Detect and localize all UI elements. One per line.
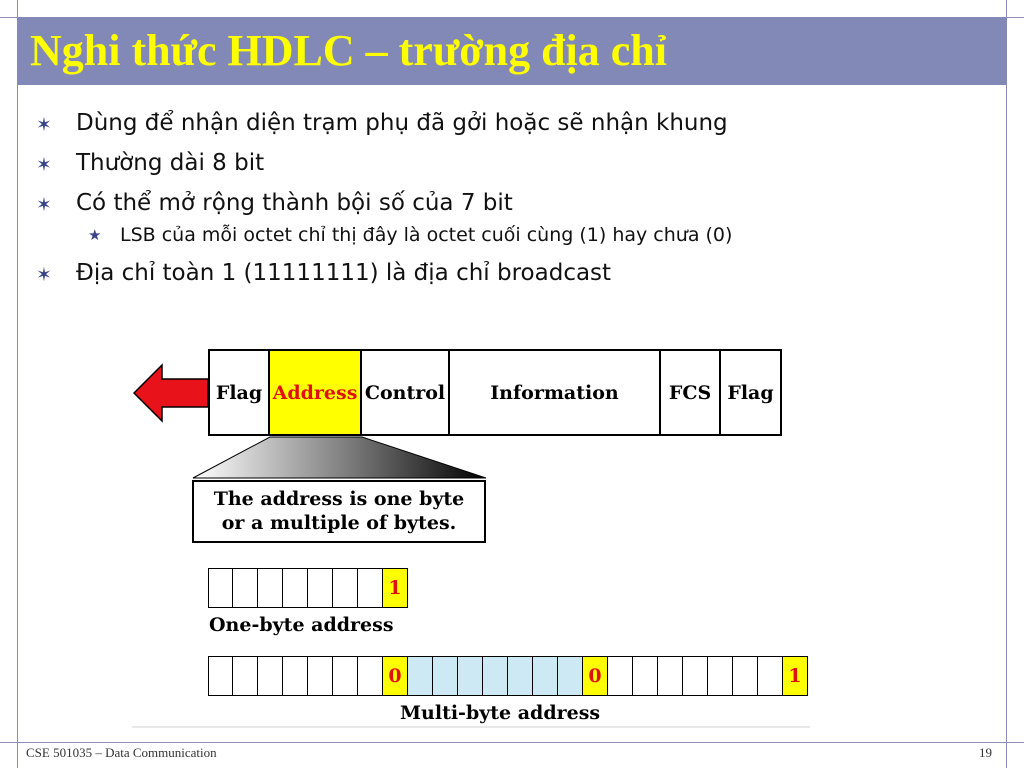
lsb-bit-cell: 0 [383, 656, 408, 696]
bit-cell [458, 656, 483, 696]
bit-cell [433, 656, 458, 696]
bullet-item [36, 190, 996, 217]
field-label: Information [490, 381, 619, 404]
bit-cell [258, 656, 283, 696]
bullet-item [36, 150, 996, 177]
address-note-box [192, 480, 486, 543]
bullet-text: Thường dài 8 bit [76, 150, 265, 176]
one-byte-address [208, 568, 408, 608]
slide-title: Nghi thức HDLC – trường địa chỉ [30, 26, 667, 75]
footer-course: CSE 501035 – Data Communication [26, 745, 217, 760]
bit-cell [333, 656, 358, 696]
bit-cell [633, 656, 658, 696]
bit-cell [283, 656, 308, 696]
frame-field-control [362, 349, 450, 436]
bit-cell [258, 568, 283, 608]
bit-cell [233, 656, 258, 696]
sub-bullet-text: LSB của mỗi octet chỉ thị đây là octet cuối cùng (1) hay chưa (0) [120, 224, 733, 246]
small-star-bullet-icon: ★ [88, 226, 102, 244]
bit-cell [658, 656, 683, 696]
bit-cell [733, 656, 758, 696]
bullet-item [36, 260, 996, 287]
bit-cell [758, 656, 783, 696]
lsb-bit-cell: 1 [783, 656, 808, 696]
star-bullet-icon: ✶ [36, 154, 52, 176]
bit-cell [483, 656, 508, 696]
frame-line-left [17, 0, 18, 768]
bit-cell [558, 656, 583, 696]
frame-line-right [1006, 0, 1007, 768]
sub-bullet-item [36, 223, 996, 247]
address-expansion-fan [193, 437, 486, 478]
bit-cell [283, 568, 308, 608]
bit-cell [708, 656, 733, 696]
footer-page-number: 19 [979, 745, 992, 760]
multi-byte-caption: Multi-byte address [400, 702, 601, 724]
field-label: Flag [727, 381, 774, 404]
frame-field-address [270, 349, 362, 436]
bit-cell [508, 656, 533, 696]
bit-cell [683, 656, 708, 696]
frame-field-fcs [661, 349, 721, 436]
star-bullet-icon: ✶ [36, 264, 52, 286]
bit-cell [308, 656, 333, 696]
frame-field-flag-end [721, 349, 782, 436]
lsb-bit-cell: 0 [583, 656, 608, 696]
bullet-text: Có thể mở rộng thành bội số của 7 bit [76, 190, 513, 216]
bullet-item [36, 110, 996, 137]
bullet-text: Địa chỉ toàn 1 (11111111) là địa chỉ broadcast [76, 260, 612, 286]
bullet-text: Dùng để nhận diện trạm phụ đã gởi hoặc sẽ nhận khung [76, 110, 728, 136]
field-label: Flag [215, 381, 263, 404]
left-red-arrow-icon [134, 365, 208, 421]
frame-field-information [450, 349, 661, 436]
bit-cell [408, 656, 433, 696]
bit-cell [533, 656, 558, 696]
field-label: Address [272, 381, 358, 404]
field-label: FCS [668, 381, 712, 404]
note-line: The address is one byte [213, 488, 465, 510]
bit-cell [358, 656, 383, 696]
bit-cell [608, 656, 633, 696]
frame-field-flag-start [208, 349, 270, 436]
bit-cell [233, 568, 258, 608]
multi-byte-address [208, 656, 808, 696]
field-label: Control [364, 381, 446, 404]
bit-cell [358, 568, 383, 608]
lsb-bit-cell: 1 [383, 568, 408, 608]
frame-line-bottom [0, 742, 1024, 743]
bit-cell [208, 568, 233, 608]
bit-cell [208, 656, 233, 696]
note-line: or a multiple of bytes. [221, 512, 457, 534]
one-byte-caption: One-byte address [209, 614, 394, 636]
star-bullet-icon: ✶ [36, 114, 52, 136]
star-bullet-icon: ✶ [36, 194, 52, 216]
bit-cell [308, 568, 333, 608]
bullet-list [36, 110, 996, 300]
bit-cell [333, 568, 358, 608]
